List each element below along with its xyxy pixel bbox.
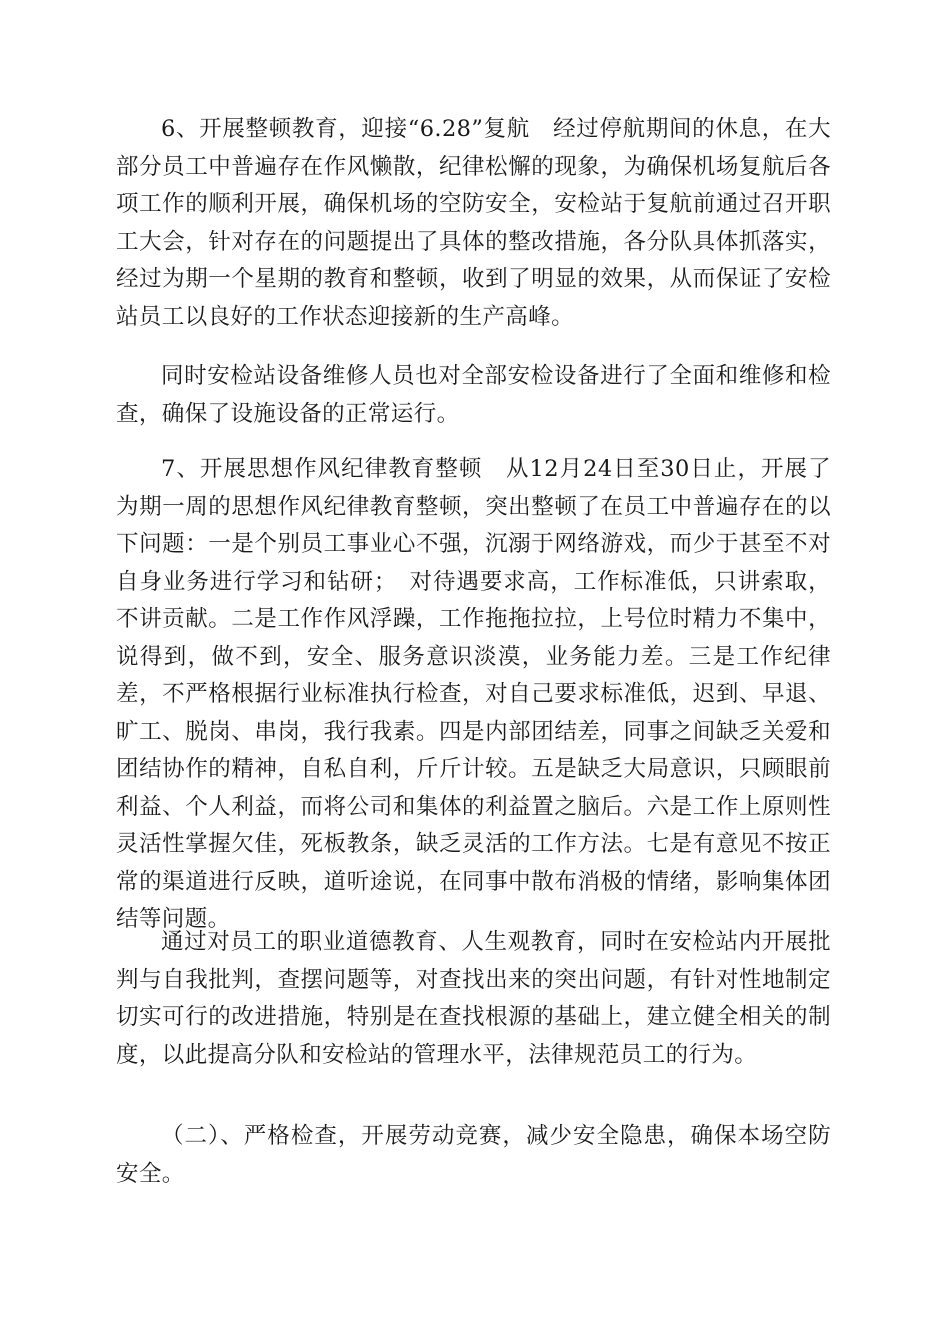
paragraph-equipment-maintenance: 同时安检站设备维修人员也对全部安检设备进行了全面和维修和检查，确保了设施设备的正常运行。 bbox=[116, 363, 831, 427]
paragraph-discipline-rectification: 7、开展思想作风纪律教育整顿 从12月24日至30日止，开展了为期一周的思想作风纪律教育整顿，突出整顿了在员工中普遍存在的以下问题：一是个别员工事业心不强，沉溺于网络游戏，而少于甚至不对自身业务进行学习和钻研； 对待遇要求高，工作标准低，只讲索取，不讲贡献。二是工作作风浮躁，工作拖拖拉拉，上号位时精力不集中，说得到，做不到，安全、服务意识淡漠，业务能力差。三是工作纪律差，不严格根据行业标准执行检查，对自己要求标准低，迟到、早退、旷工、脱岗、串岗，我行我素。四是内部团结差，同事之间缺乏关爱和团结协作的精神，自私自利，斤斤计较。五是缺乏大局意识，只顾眼前利益、个人利益，而将公司和集体的利益置之脑后。六是工作上原则性灵活性掌握欠佳，死板教条，缺乏灵活的工作方法。七是有意见不按正常的渠道进行反映，道听途说，在同事中散布消极的情绪，影响集体团结等问题。 bbox=[116, 456, 831, 932]
paragraph-resumption-rectification: 6、开展整顿教育，迎接“6.28”复航 经过停航期间的休息，在大部分员工中普遍存在作风懒散，纪律松懈的现象，为确保机场复航后各项工作的顺利开展，确保机场的空防安全，安检站于复航前通过召开职工大会，针对存在的问题提出了具体的整改措施，各分队具体抓落实，经过为期一个星期的教育和整顿，收到了明显的效果，从而保证了安检站员工以良好的工作状态迎接新的生产高峰。 bbox=[116, 116, 831, 330]
section-heading-strict-inspection: （二）、严格检查，开展劳动竞赛，减少安全隐患，确保本场空防安全。 bbox=[116, 1123, 831, 1187]
paragraph-ethics-education: 通过对员工的职业道德教育、人生观教育，同时在安检站内开展批判与自我批判，查摆问题等，对查找出来的突出问题，有针对性地制定切实可行的改进措施，特别是在查找根源的基础上，建立健全相关的制度，以此提高分队和安检站的管理水平，法律规范员工的行为。 bbox=[116, 929, 831, 1068]
